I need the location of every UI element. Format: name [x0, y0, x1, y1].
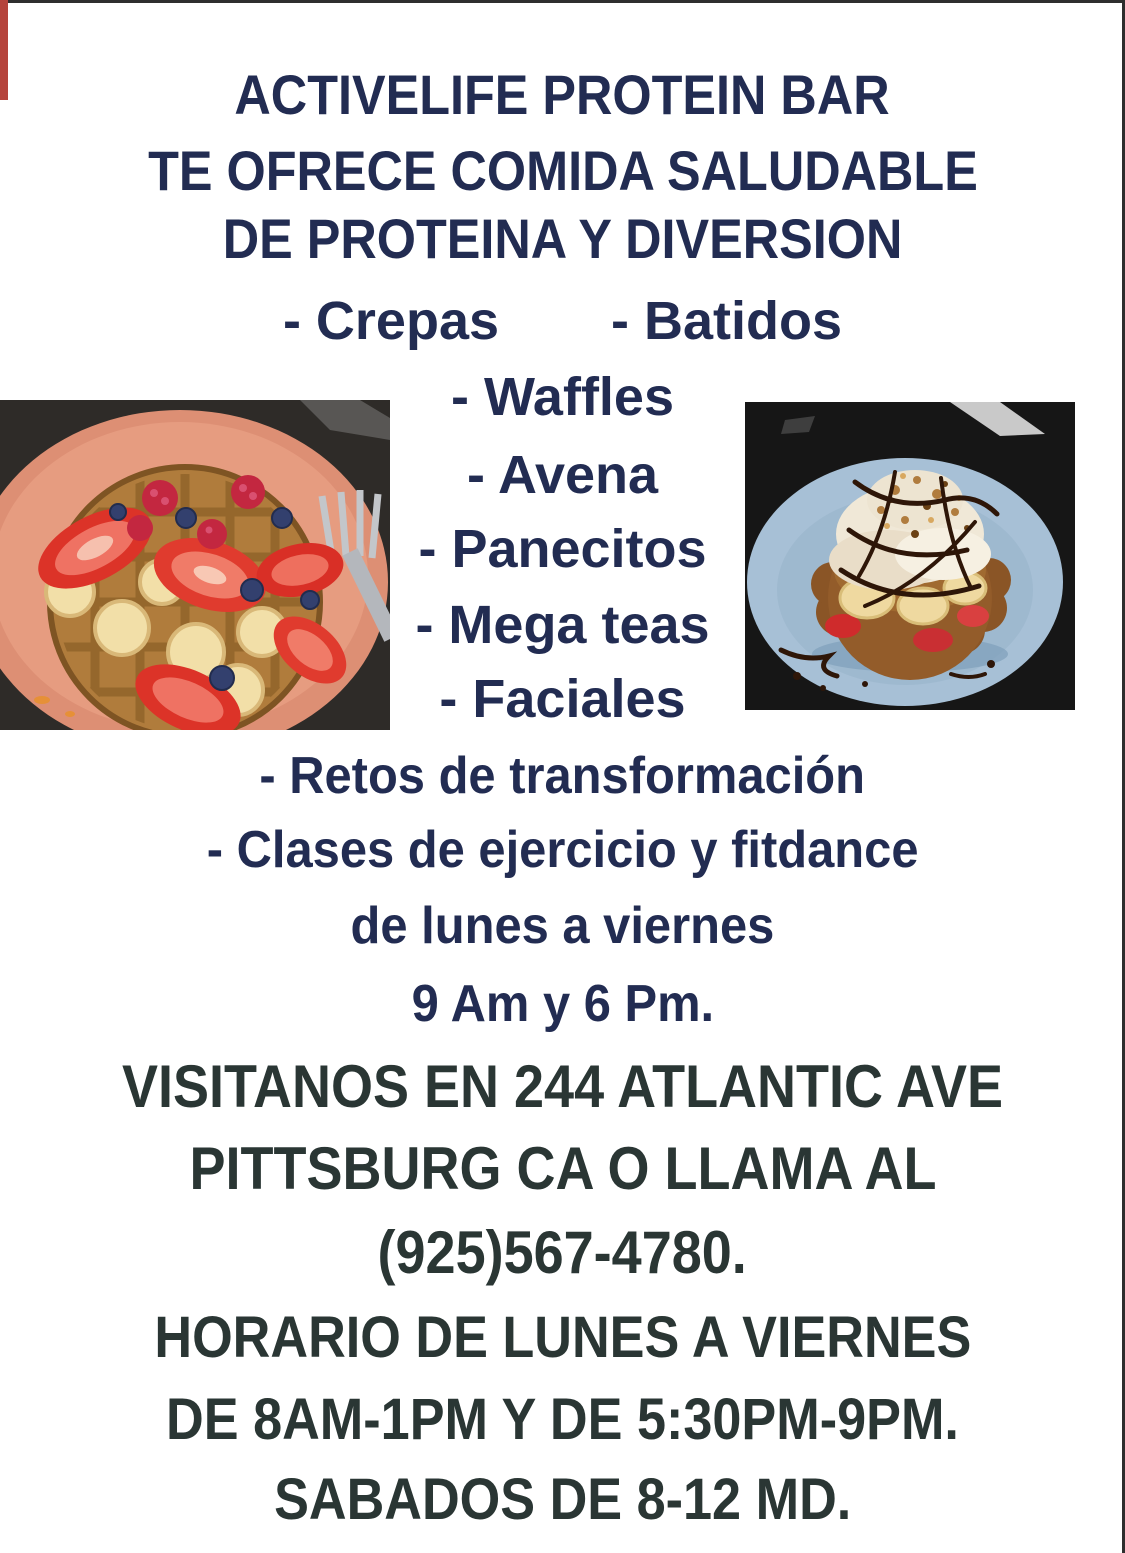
contact-address-line — [0, 1054, 1125, 1120]
contact-city-line — [0, 1136, 1125, 1202]
contact-address-text: VISITANOS EN 244 ATLANTIC AVE — [121, 1053, 1004, 1120]
headline-text-1: ACTIVELIFE PROTEIN BAR — [234, 63, 891, 126]
menu-item-mega-teas-text: - Mega teas — [415, 595, 710, 655]
headline-text-3: DE PROTEINA Y DIVERSION — [222, 207, 903, 270]
hours-saturday-text: SABADOS DE 8-12 MD. — [273, 1467, 852, 1532]
left-waffle-photo — [0, 400, 390, 730]
menu-item-batidos: - Batidos — [611, 291, 843, 351]
activity-retos — [0, 748, 1125, 805]
menu-item-waffles-text: - Waffles — [450, 367, 674, 427]
hours-weekdays-text: HORARIO DE LUNES A VIERNES — [154, 1305, 971, 1370]
schedule-times — [0, 976, 1125, 1033]
schedule-days — [0, 898, 1125, 955]
headline-line-1 — [0, 64, 1125, 126]
hours-saturday-line — [0, 1468, 1125, 1532]
menu-pair-row — [0, 292, 1125, 351]
right-waffle-photo — [745, 402, 1075, 710]
activity-retos-text: - Retos de transformación — [259, 747, 866, 805]
schedule-times-text: 9 Am y 6 Pm. — [411, 975, 714, 1033]
menu-item-avena-text: - Avena — [466, 445, 659, 505]
contact-phone-line — [0, 1220, 1125, 1286]
hours-times-text: DE 8AM-1PM Y DE 5:30PM-9PM. — [166, 1387, 959, 1452]
schedule-days-text: de lunes a viernes — [350, 897, 775, 955]
hours-times-line — [0, 1388, 1125, 1452]
menu-item-crepas: - Crepas — [282, 291, 500, 351]
hours-weekdays-line — [0, 1306, 1125, 1370]
contact-phone-text: (925)567-4780. — [377, 1219, 748, 1286]
headline-line-3 — [0, 208, 1125, 270]
contact-city-text: PITTSBURG CA O LLAMA AL — [189, 1135, 936, 1202]
menu-item-faciales-text: - Faciales — [439, 669, 686, 729]
headline-text-2: TE OFRECE COMIDA SALUDABLE — [147, 139, 978, 202]
headline-line-2 — [0, 140, 1125, 202]
menu-item-panecitos-text: - Panecitos — [418, 519, 707, 579]
activity-clases-text: - Clases de ejercicio y fitdance — [206, 821, 919, 879]
activity-clases — [0, 822, 1125, 879]
top-edge-line — [0, 0, 1125, 3]
